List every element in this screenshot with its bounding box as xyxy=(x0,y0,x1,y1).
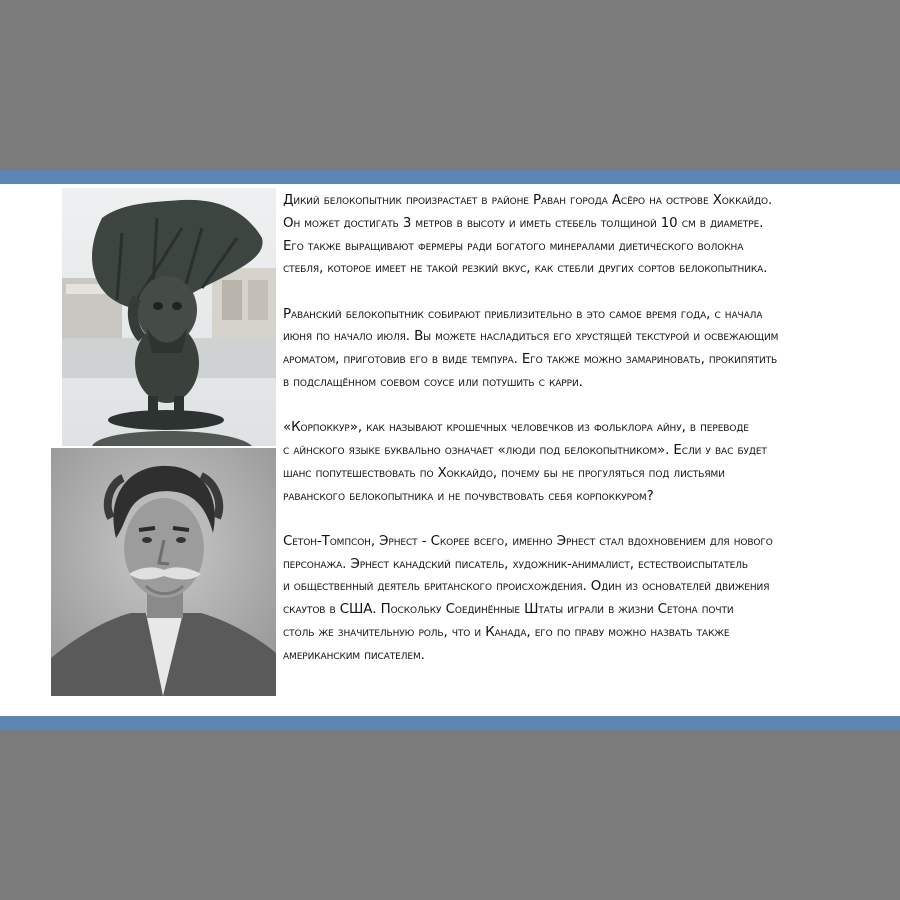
paragraph-korpokkur xyxy=(283,417,895,508)
top-accent-band xyxy=(0,170,900,184)
text-line: июня по начало июля. Вы можете насладиться его хрустящей текстурой и освежающим xyxy=(283,329,779,345)
text-line: Дикий белокопытник произрастает в районе Раван города Асёро на острове Хоккайдо. xyxy=(283,193,773,208)
text-line: в подслащённом соевом соусе или потушить с карри. xyxy=(283,374,583,390)
korpokkur-statue-photo xyxy=(62,188,276,446)
text-line: Сетон-Томпсон, Эрнест - Скорее всего, именно Эрнест стал вдохновением для нового xyxy=(283,533,773,549)
text-line: Раванский белокопытник собирают приблизительно в это самое время года, с начала xyxy=(283,306,763,322)
text-line: персонажа. Эрнест канадский писатель, художник-анималист, естествоиспытатель xyxy=(283,556,748,572)
text-line: стебля, которое имеет не такой резкий вкус, как стебли других сортов белокопытника. xyxy=(283,261,768,277)
text-line: раванского белокопытника и не почувствовать себя корпоккуром? xyxy=(283,488,654,504)
paragraph-harvest xyxy=(283,304,895,395)
text-line: столь же значительную роль, что и Канада, его по праву можно назвать также xyxy=(283,624,730,640)
ernest-seton-portrait-photo xyxy=(51,448,276,696)
text-line: ароматом, приготовив его в виде темпура. Его также можно замариновать, прокипятить xyxy=(283,352,778,368)
text-line: Его также выращивают фермеры ради богатого минералами диетического волокна xyxy=(283,238,744,254)
text-line: с айнского языке буквально означает «люди под белокопытником». Если у вас будет xyxy=(283,442,767,458)
paragraph-seton xyxy=(283,531,895,668)
text-line: шанс попутешествовать по Хоккайдо, почему бы не прогуляться под листьями xyxy=(283,465,725,481)
text-line: и общественный деятель британского происхождения. Один из основателей движения xyxy=(283,579,770,595)
text-line: американским писателем. xyxy=(283,647,425,663)
text-line: Он может достигать 3 метров в высоту и иметь стебель толщиной 10 см в диаметре. xyxy=(283,215,764,231)
paragraph-butterbur xyxy=(283,190,895,281)
bottom-accent-band xyxy=(0,716,900,730)
article-text xyxy=(283,190,895,668)
text-line: скаутов в США. Поскольку Соединённые Штаты играли в жизни Сетона почти xyxy=(283,602,734,618)
text-line: «Корпоккур», как называют крошечных человечков из фольклора айну, в переводе xyxy=(283,420,749,436)
